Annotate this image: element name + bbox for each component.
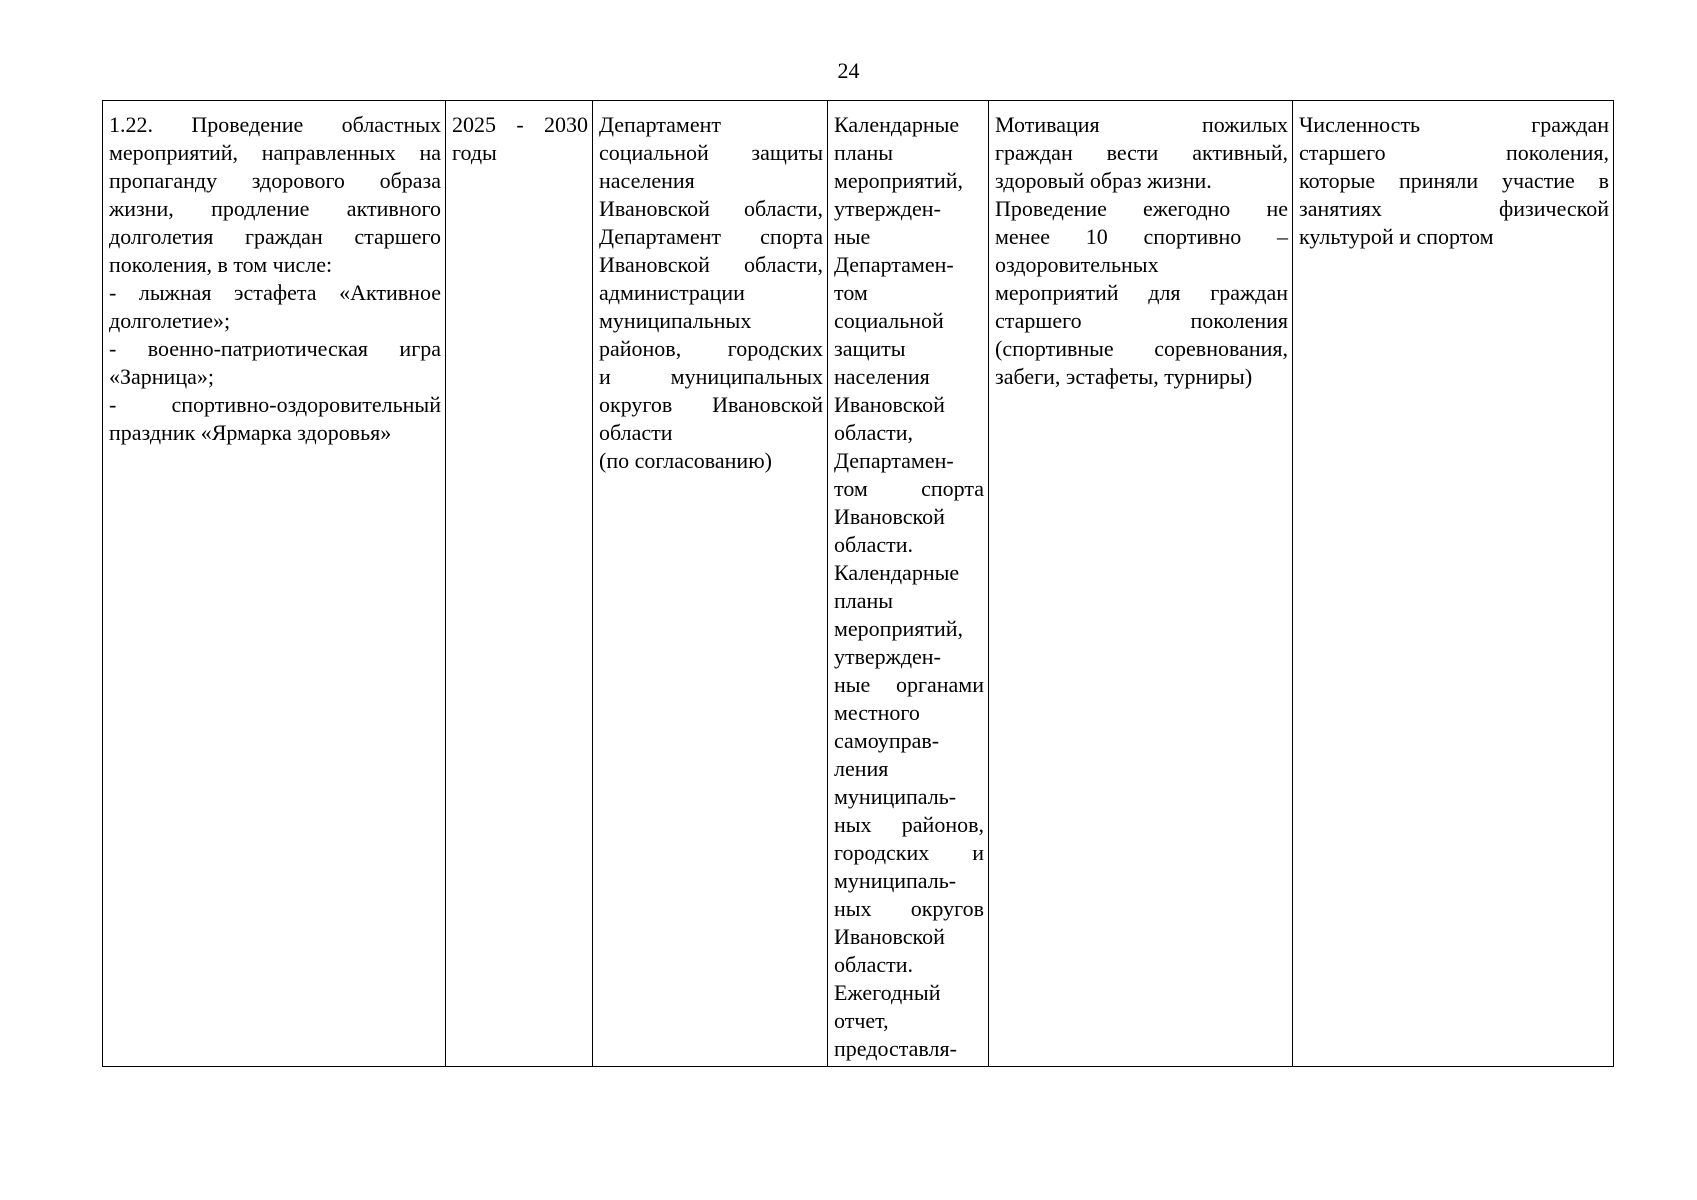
cell-line: защиты <box>834 336 906 361</box>
indicator-cell <box>1293 101 1614 1067</box>
cell-line: культурой и спортом <box>1299 224 1494 249</box>
cell-line: городских и <box>834 840 984 865</box>
cell-line: праздник «Ярмарка здоровья» <box>109 420 392 445</box>
cell-line: мероприятий, <box>834 616 964 641</box>
documents-cell <box>828 101 989 1067</box>
cell-line: том спорта <box>834 476 984 501</box>
cell-line: оздоровительных <box>995 252 1159 277</box>
cell-line: Ивановской <box>834 392 945 417</box>
cell-line: (спортивные соревнования, <box>995 336 1288 361</box>
cell-line: ные <box>834 224 871 249</box>
cell-line: Департамент спорта <box>599 224 823 249</box>
cell-line: отчет, <box>834 1008 889 1033</box>
cell-line: Ежегодный <box>834 980 941 1005</box>
cell-line: занятиях физической <box>1299 196 1609 221</box>
cell-line: мероприятий, <box>834 168 964 193</box>
expected-result-cell <box>989 101 1293 1067</box>
cell-line: муниципаль- <box>834 784 957 809</box>
cell-line: Проведение ежегодно не <box>995 196 1288 221</box>
cell-line: населения <box>834 364 930 389</box>
cell-line: предоставля- <box>834 1036 957 1061</box>
cell-line: Ивановской <box>834 504 945 529</box>
cell-line: Департамен- <box>834 252 954 277</box>
cell-line: Мотивация пожилых <box>995 112 1288 137</box>
page-number: 24 <box>837 58 860 83</box>
cell-line: Календарные <box>834 560 960 585</box>
cell-line: мероприятий, направленных на <box>109 140 441 165</box>
period-cell <box>446 101 593 1067</box>
cell-line: муниципальных <box>599 308 752 333</box>
cell-line: области. <box>834 952 914 977</box>
cell-line: населения <box>599 168 695 193</box>
event-description-cell <box>103 101 446 1067</box>
cell-line: - лыжная эстафета «Активное <box>109 280 441 305</box>
cell-line: области. <box>834 532 914 557</box>
cell-line: ных районов, <box>834 812 984 837</box>
cell-line: Ивановской области, <box>599 196 823 221</box>
cell-line: Календарные <box>834 112 960 137</box>
cell-line: местного <box>834 700 920 725</box>
table-row <box>103 101 1614 1067</box>
cell-line: области <box>599 420 673 445</box>
cell-line: области, <box>834 420 914 445</box>
cell-line: ления <box>834 756 889 781</box>
cell-line: Численность граждан <box>1299 112 1609 137</box>
measures-table <box>102 100 1614 1067</box>
cell-line: Ивановской области, <box>599 252 823 277</box>
cell-line: администрации <box>599 280 745 305</box>
cell-line: мероприятий для граждан <box>995 280 1288 305</box>
cell-line: «Зарница»; <box>109 364 214 389</box>
cell-line: социальной <box>834 308 944 333</box>
cell-line: Департамент <box>599 112 722 137</box>
cell-line: ные органами <box>834 672 984 697</box>
cell-line: граждан вести активный, <box>995 140 1288 165</box>
cell-line: планы <box>834 588 894 613</box>
cell-line: планы <box>834 140 894 165</box>
cell-line: долголетие»; <box>109 308 231 333</box>
cell-line: ных округов <box>834 896 984 921</box>
cell-line: старшего поколения <box>995 308 1288 333</box>
expected-result-text <box>995 111 1288 391</box>
event-description-text <box>109 111 441 447</box>
cell-line: и муниципальных <box>599 364 823 389</box>
cell-line: - спортивно-оздоровительный <box>109 392 441 417</box>
cell-line: самоуправ- <box>834 728 940 753</box>
cell-line: здоровый образ жизни. <box>995 168 1212 193</box>
documents-text <box>834 111 984 1063</box>
cell-line: 1.22. Проведение областных <box>109 112 441 137</box>
cell-line: менее 10 спортивно – <box>995 224 1288 249</box>
cell-line: которые приняли участие в <box>1299 168 1609 193</box>
responsible-text <box>599 111 823 475</box>
cell-line: округов Ивановской <box>599 392 823 417</box>
cell-line: - военно-патриотическая игра <box>109 336 441 361</box>
cell-line: утвержден- <box>834 644 941 669</box>
period-text <box>452 111 588 167</box>
cell-line: годы <box>452 140 497 165</box>
cell-line: жизни, продление активного <box>109 196 441 221</box>
cell-line: Департамен- <box>834 448 954 473</box>
cell-line: социальной защиты <box>599 140 823 165</box>
cell-line: старшего поколения, <box>1299 140 1609 165</box>
responsible-cell <box>593 101 828 1067</box>
cell-line: районов, городских <box>599 336 823 361</box>
indicator-text <box>1299 111 1609 251</box>
cell-line: (по согласованию) <box>599 448 772 473</box>
cell-line: муниципаль- <box>834 868 957 893</box>
cell-line: забеги, эстафеты, турниры) <box>995 364 1253 389</box>
cell-line: том <box>834 280 868 305</box>
cell-line: утвержден- <box>834 196 941 221</box>
cell-line: поколения, в том числе: <box>109 252 333 277</box>
cell-line: долголетия граждан старшего <box>109 224 441 249</box>
cell-line: 2025 - 2030 <box>452 112 588 137</box>
cell-line: Ивановской <box>834 924 945 949</box>
cell-line: пропаганду здорового образа <box>109 168 441 193</box>
